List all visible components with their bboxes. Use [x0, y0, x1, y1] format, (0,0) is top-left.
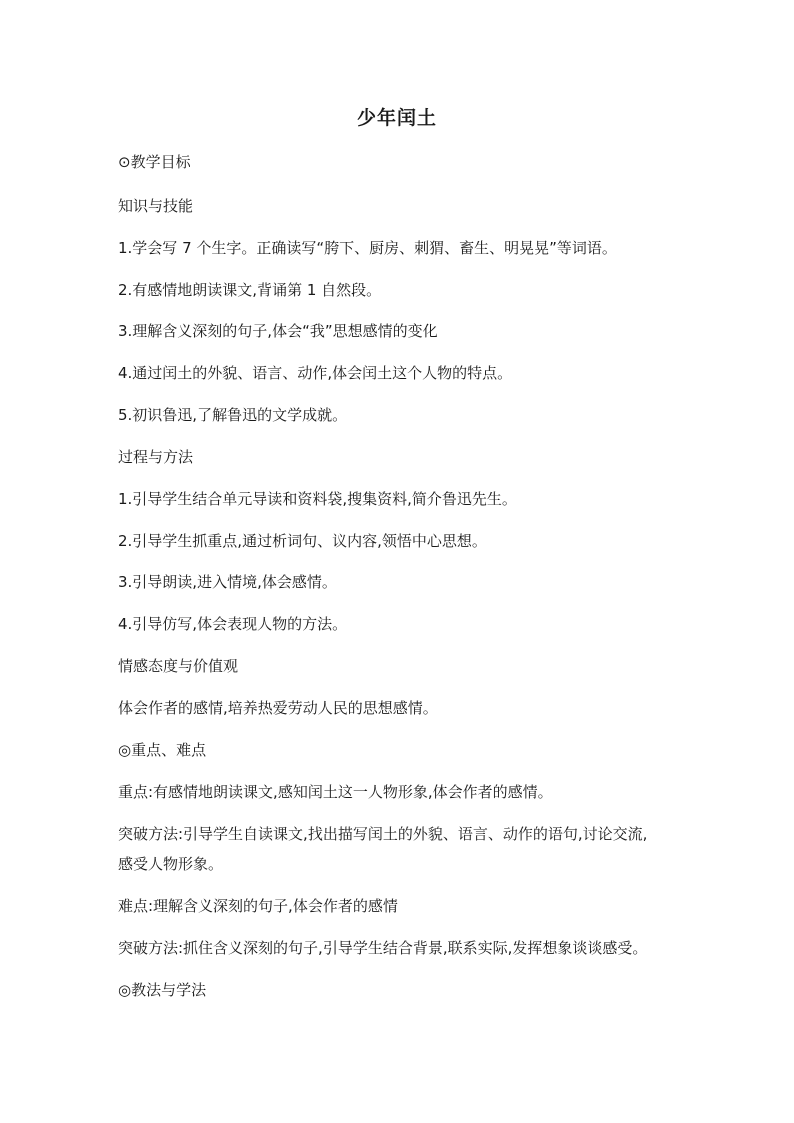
- process-item-3: 3.引导朗读,进入情境,体会感情。: [118, 573, 337, 591]
- process-item-4: 4.引导仿写,体会表现人物的方法。: [118, 615, 348, 633]
- section-heading-key-difficult: ◎重点、难点: [118, 741, 207, 759]
- knowledge-item-5: 5.初识鲁迅,了解鲁迅的文学成就。: [118, 406, 348, 424]
- key-breakthrough-line-1: 突破方法:引导学生自读课文,找出描写闰土的外貌、语言、动作的语句,讨论交流,: [118, 825, 648, 843]
- emotion-values-text: 体会作者的感情,培养热爱劳动人民的思想感情。: [118, 699, 438, 717]
- subheading-process-methods: 过程与方法: [118, 448, 194, 466]
- difficult-point-text: 难点:理解含义深刻的句子,体会作者的感情: [118, 897, 398, 915]
- document-title: 少年闰土: [356, 107, 437, 129]
- knowledge-item-4: 4.通过闰土的外貌、语言、动作,体会闰土这个人物的特点。: [118, 364, 513, 382]
- subheading-knowledge-skills: 知识与技能: [118, 197, 194, 215]
- key-breakthrough-line-2: 感受人物形象。: [118, 855, 224, 873]
- process-item-1: 1.引导学生结合单元导读和资料袋,搜集资料,简介鲁迅先生。: [118, 490, 517, 508]
- knowledge-item-1: 1.学会写 7 个生字。正确读写“胯下、厨房、刺猬、畜生、明晃晃”等词语。: [118, 239, 617, 257]
- knowledge-item-3: 3.理解含义深刻的句子,体会“我”思想感情的变化: [118, 322, 438, 340]
- section-heading-objectives: ⊙教学目标: [118, 153, 191, 171]
- key-point-text: 重点:有感情地朗读课文,感知闰土这一人物形象,体会作者的感情。: [118, 783, 553, 801]
- subheading-emotion-values: 情感态度与价值观: [118, 657, 239, 675]
- knowledge-item-2: 2.有感情地朗读课文,背诵第 1 自然段。: [118, 281, 382, 299]
- difficult-breakthrough-text: 突破方法:抓住含义深刻的句子,引导学生结合背景,联系实际,发挥想象谈谈感受。: [118, 939, 648, 957]
- process-item-2: 2.引导学生抓重点,通过析词句、议内容,领悟中心思想。: [118, 532, 487, 550]
- section-heading-methods: ◎教法与学法: [118, 981, 207, 999]
